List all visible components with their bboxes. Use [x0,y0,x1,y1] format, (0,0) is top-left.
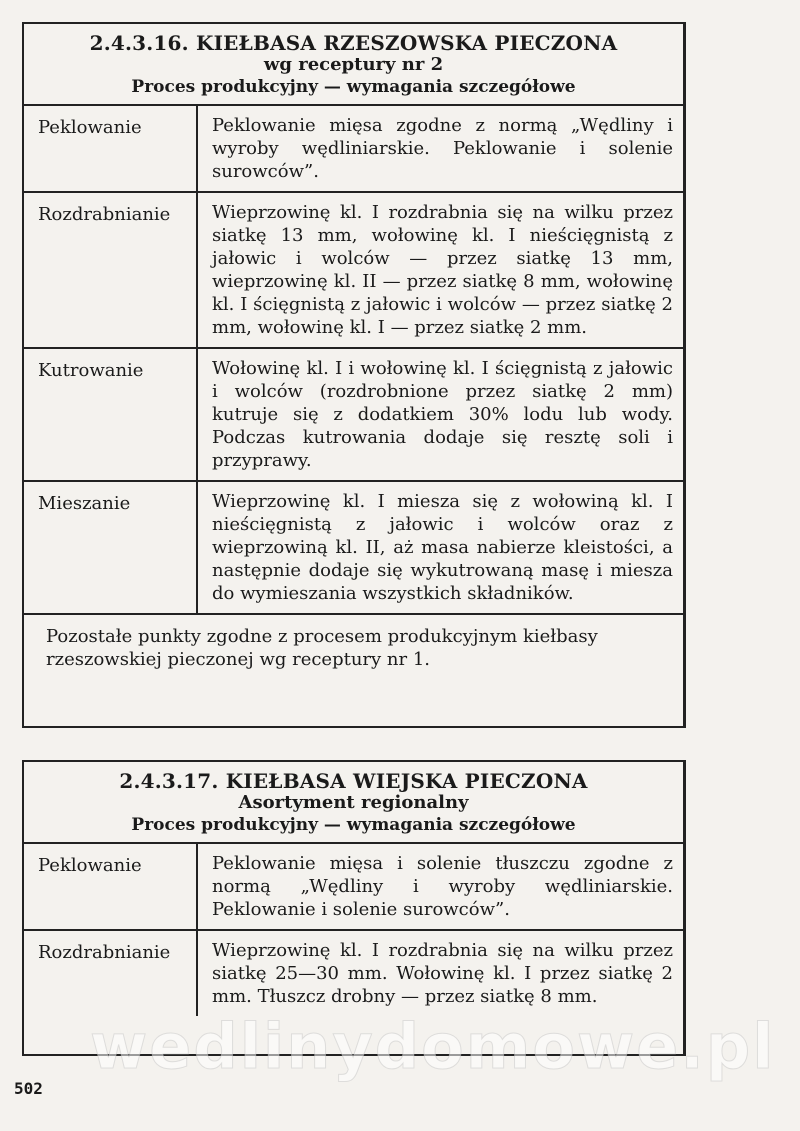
table-row [24,349,683,482]
step-name: Mieszanie [38,493,131,514]
step-name: Kutrowanie [38,360,144,381]
table-row [24,106,683,193]
step-name: Peklowanie [38,855,142,876]
step-description: Wieprzowinę kl. I miesza się z wołowiną kl. I nieścięgnistą z jałowic i wolców oraz z wieprzowiną kl. II, aż masa nabierze kleistości, a następnie dodaje się wykutrowaną masę i miesza do wymieszania wszystkich składników. [196,482,683,613]
table-row [24,482,683,615]
step-description: Wieprzowinę kl. I rozdrabnia się na wilku przez siatkę 13 mm, wołowinę kl. I nieścięgnistą z jałowic i wolców — przez siatkę 13 mm, wieprzowinę kl. II — przez siatkę 8 mm, wołowinę kl. I ścięgnistą z jałowic i wolców — przez siatkę 2 mm, wołowinę kl. I — przez siatkę 2 mm. [196,193,683,347]
step-description: Peklowanie mięsa zgodne z normą „Wędliny i wyroby wędliniarskie. Peklowanie i solenie surowców”. [196,106,683,191]
step-description: Wieprzowinę kl. I rozdrabnia się na wilku przez siatkę 25—30 mm. Wołowinę kl. I przez siatkę 2 mm. Tłuszcz drobny — przez siatkę 8 mm. [196,931,683,1016]
recipe-table-rzeszowska [22,22,686,728]
section-process-heading: Proces produkcyjny — wymagania szczegółowe [131,77,576,97]
section-subtitle: Asortyment regionalny [238,792,469,813]
table-row [24,193,683,349]
step-name: Rozdrabnianie [38,942,171,963]
page-number: 502 [14,1079,43,1098]
footer-note: Pozostałe punkty zgodne z procesem produkcyjnym kiełbasy rzeszowskiej pieczonej wg receptury nr 1. [46,626,598,670]
watermark-logo: wedlinydomowe.pl [90,1010,776,1083]
step-description: Wołowinę kl. I i wołowinę kl. I ścięgnistą z jałowic i wolców (rozdrobnione przez siatkę 2 mm) kutruje się z dodatkiem 30% lodu lub wody. Podczas kutrowania dodaje się resztę soli i przyprawy. [196,349,683,480]
section-title: 2.4.3.17. KIEŁBASA WIEJSKA PIECZONA [119,769,588,793]
section-title: 2.4.3.16. KIEŁBASA RZESZOWSKA PIECZONA [89,31,618,55]
table-row [24,931,683,1016]
section-header [24,24,683,106]
section-subtitle: wg receptury nr 2 [263,54,444,75]
table-row [24,844,683,931]
recipe-table-wiejska [22,760,686,1056]
section-header [24,762,683,844]
step-description: Peklowanie mięsa i solenie tłuszczu zgodne z normą „Wędliny i wyroby wędliniarskie. Peklowanie i solenie surowców”. [196,844,683,929]
step-name: Rozdrabnianie [38,204,171,225]
step-name: Peklowanie [38,117,142,138]
section-process-heading: Proces produkcyjny — wymagania szczegółowe [131,815,576,835]
